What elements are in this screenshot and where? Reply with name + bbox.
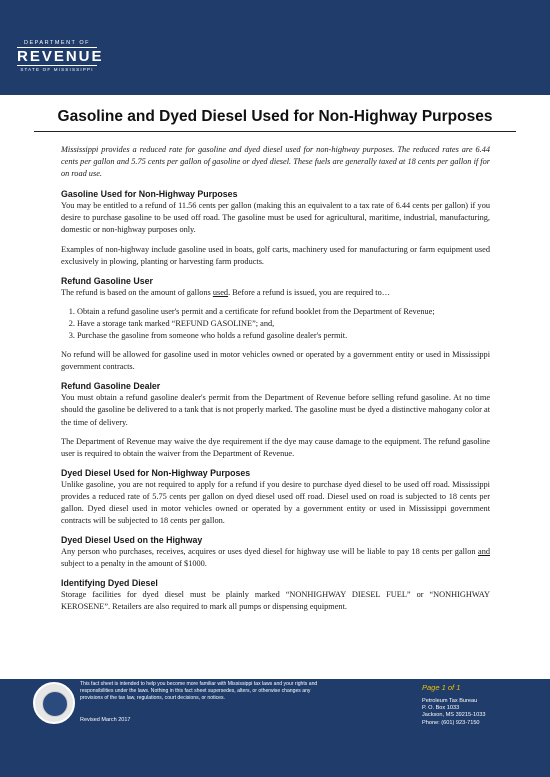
address-line: P. O. Box 1033 [422, 705, 460, 712]
paragraph: You must obtain a refund gasoline dealer's permit from the Department of Revenue before selling refund gasoline. At no time should the gasoline be delivered to a tank that is not properly marked. The gasoline must be dyed a distinctive mahogany color at the time of delivery. [61, 393, 490, 427]
state-seal-icon [33, 682, 75, 724]
paragraph: Storage facilities for dyed diesel must be plainly marked “NONHIGHWAY DIESEL FUEL” or “NONHIGHWAY KEROSENE”. Retailers are also required to mark all pumps or dispensing equipment. [61, 590, 490, 612]
underlined-text: and [478, 547, 490, 557]
contact-address [422, 698, 485, 727]
text-run: The refund is based on the amount of gallons [61, 287, 213, 297]
intro-paragraph: Mississippi provides a reduced rate for gasoline and dyed diesel used for non-highway purposes. The reduced rates are 6.44 cents per gallon and 5.75 cents per gallon of gasoline or dyed diesel. These fuels are generally taxed at 18 cents per gallon if for on road use. [61, 145, 490, 179]
heading-dyed-highway: Dyed Diesel Used on the Highway [61, 535, 203, 546]
heading-dyed-nonhighway: Dyed Diesel Used for Non-Highway Purposes [61, 467, 251, 478]
department-logo [17, 40, 104, 72]
heading-refund-user: Refund Gasoline User [61, 275, 153, 286]
underlined-text: used [212, 287, 229, 297]
paragraph: The Department of Revenue may waive the dye requirement if the dye may cause damage to the equipment. The refund gasoline user is required to obtain the waiver from the Department of Revenue. [61, 436, 490, 458]
text-run: . Before a refund is issued, you are required to… [228, 287, 391, 297]
text-run: subject to a penalty in the amount of $1000. [61, 559, 207, 569]
requirements-list [61, 306, 490, 342]
paragraph: Examples of non-highway include gasoline used in boats, golf carts, machinery used for manufacturing or farm equipment used exclusively in plowing, planting or harvesting farm products. [61, 244, 490, 266]
logo-main-text: REVENUE [17, 48, 104, 65]
heading-gasoline-nonhighway: Gasoline Used for Non-Highway Purposes [61, 189, 238, 200]
address-line: Phone: (601) 923-7150 [422, 719, 480, 726]
logo-bottom-text: STATE OF MISSISSIPPI [20, 67, 94, 72]
title-divider [34, 131, 516, 132]
list-item: 3. Purchase the gasoline from someone who holds a refund gasoline dealer's permit. [77, 330, 490, 342]
list-item: 2. Have a storage tank marked “REFUND GASOLINE”; and, [77, 318, 490, 330]
revision-date: Revised March 2017 [80, 717, 131, 723]
page-number: Page 1 of 1 [422, 683, 461, 692]
address-line: Petroleum Tax Bureau [422, 698, 478, 704]
paragraph [61, 287, 490, 299]
logo-rule [17, 65, 97, 66]
page-title: Gasoline and Dyed Diesel Used for Non-Highway Purposes [57, 108, 493, 125]
logo-top-text: DEPARTMENT OF [24, 40, 90, 46]
document-body [61, 144, 490, 621]
paragraph: You may be entitled to a refund of 11.56 cents per gallon (making this an equivalent to a tax rate of 6.44 cents per gallon) if you desire to purchase gasoline to be used off road. The gasoline must be used for agricultural, maritime, industrial, manufacturing, domestic or non-highway purposes only. [61, 201, 490, 235]
heading-identifying: Identifying Dyed Diesel [61, 578, 158, 589]
paragraph: Unlike gasoline, you are not required to apply for a refund if you desire to purchase dyed diesel to be used off road. Mississippi provides a reduced rate of 5.75 cents per gallon on dyed diesel used off road. Diesel used on road is subjected to 18 cents per gallon. Dyed diesel used in motor vehicles owned or operated by a government entity or used in Mississippi government contracts will be subjected to 18 cents per gallon. [61, 479, 490, 526]
list-item: 1. Obtain a refund gasoline user's permit and a certificate for refund booklet from the Department of Revenue; [77, 306, 490, 318]
address-line: Jackson, MS 39215-1033 [422, 712, 486, 719]
footer-disclaimer: This fact sheet is intended to help you become more familiar with Mississippi tax laws and your rights and responsibilities under the laws. Nothing in this fact sheet supersedes, alters, or otherwise changes any provisions of the tax law, regulations, court decisions, or notices. [80, 681, 318, 702]
seal-center [42, 691, 68, 717]
paragraph: No refund will be allowed for gasoline used in motor vehicles owned or operated by a government entity or used in Mississippi government contracts. [61, 350, 490, 372]
paragraph [61, 546, 490, 570]
heading-refund-dealer: Refund Gasoline Dealer [61, 381, 161, 392]
text-run: Any person who purchases, receives, acquires or uses dyed diesel for highway use will be liable to pay 18 cents per gallon [61, 547, 479, 557]
